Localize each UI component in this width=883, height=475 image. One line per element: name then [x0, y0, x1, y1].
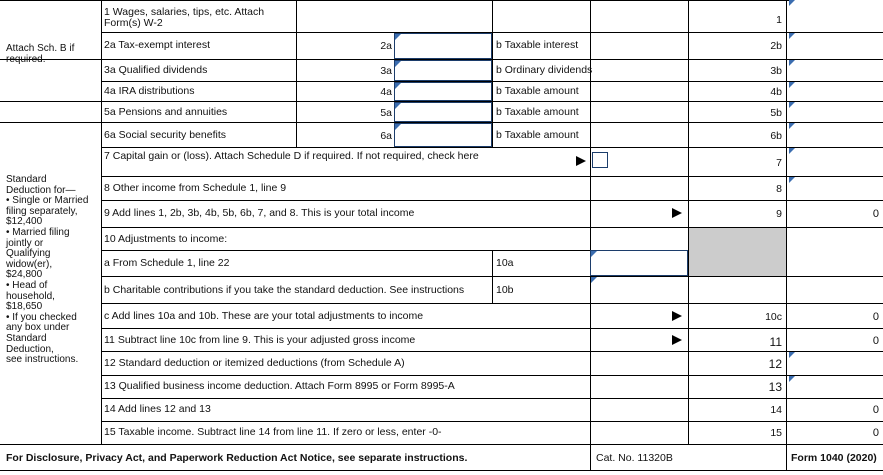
- line-10b-num: 10b: [496, 284, 514, 296]
- line-15-value: 0: [872, 427, 879, 439]
- line-2b-label: b Taxable interest: [496, 39, 579, 51]
- line-14-label: 14 Add lines 12 and 13: [104, 403, 211, 415]
- line-2b-input[interactable]: [789, 33, 883, 59]
- line-9-value: 0: [872, 208, 879, 220]
- line-6a-input[interactable]: [394, 123, 492, 147]
- rule: [0, 470, 883, 471]
- standard-deduction-line: Deduction,: [6, 343, 54, 355]
- standard-deduction-line: • Married filing: [6, 226, 70, 238]
- line-14-num: 14: [770, 404, 782, 416]
- line-10a-input[interactable]: [590, 250, 688, 276]
- line-11-label: 11 Subtract line 10c from line 9. This is your adjusted gross income: [104, 334, 416, 346]
- line-5b-input[interactable]: [789, 102, 883, 122]
- rule: [101, 176, 883, 177]
- attach-sch-b-note: Attach Sch. B if required.: [6, 43, 75, 65]
- standard-deduction-line: see instructions.: [6, 354, 79, 366]
- line-4b-num: 4b: [770, 86, 782, 98]
- line-5b-num: 5b: [770, 107, 782, 119]
- rule: [296, 32, 297, 147]
- rule: [101, 421, 883, 422]
- footer-form-id: Form 1040 (2020): [791, 452, 877, 464]
- standard-deduction-line: $18,650: [6, 301, 43, 313]
- standard-deduction-line: any box under: [6, 322, 70, 334]
- line-7-label: 7 Capital gain or (loss). Attach Schedule D if required. If not required, check here: [104, 150, 479, 162]
- line-3a-label: 3a Qualified dividends: [104, 64, 208, 76]
- line-11-num: 11: [769, 335, 782, 349]
- line-3b-num: 3b: [770, 65, 782, 77]
- rule: [101, 303, 883, 304]
- line-1-num: 1: [776, 14, 782, 26]
- line-1-amount-input[interactable]: [789, 0, 883, 32]
- line-14-value: 0: [872, 404, 879, 416]
- line-13-input[interactable]: [789, 376, 883, 398]
- rule: [0, 444, 883, 445]
- standard-deduction-line: • If you checked: [6, 311, 77, 323]
- standard-deduction-line: Qualifying: [6, 248, 51, 260]
- line-9-num: 9: [776, 208, 782, 220]
- standard-deduction-line: jointly or: [6, 237, 44, 249]
- line-9-label: 9 Add lines 1, 2b, 3b, 4b, 5b, 6b, 7, and 8. This is your total income: [104, 207, 415, 219]
- line-3a-input[interactable]: [394, 60, 492, 81]
- rule: [101, 147, 883, 148]
- rule: [492, 0, 493, 147]
- rule: [101, 351, 883, 352]
- rule: [786, 444, 787, 470]
- line-4a-input[interactable]: [394, 82, 492, 101]
- footer-cat-no: Cat. No. 11320B: [596, 452, 673, 464]
- rule: [101, 200, 883, 201]
- line-4a-num: 4a: [380, 86, 392, 98]
- line-10c-num: 10c: [765, 311, 782, 323]
- line-2a-input[interactable]: [394, 33, 492, 59]
- line-7-input[interactable]: [789, 148, 883, 176]
- line-1-label: 1 Wages, salaries, tips, etc. Attach Form(s) W-2: [104, 6, 265, 29]
- rule: [786, 0, 787, 444]
- line-13-num: 13: [768, 380, 782, 394]
- line-12-num: 12: [768, 357, 782, 371]
- line-13-label: 13 Qualified business income deduction. Attach Form 8995 or Form 8995-A: [104, 380, 455, 392]
- standard-deduction-note: [6, 175, 100, 366]
- line-6b-num: 6b: [770, 130, 782, 142]
- line-10c-label: c Add lines 10a and 10b. These are your total adjustments to income: [104, 310, 424, 322]
- line-10b-input[interactable]: [591, 277, 688, 303]
- standard-deduction-line: Deduction for—: [6, 184, 76, 196]
- line-7-num: 7: [776, 157, 782, 169]
- line-5a-label: 5a Pensions and annuities: [104, 106, 228, 118]
- disabled-shaded-cell: [689, 228, 786, 276]
- line-2a-label: 2a Tax-exempt interest: [104, 39, 211, 51]
- line-6a-num: 6a: [380, 130, 392, 142]
- line-7-checkbox[interactable]: [592, 152, 608, 168]
- rule: [0, 0, 883, 1]
- line-4b-label: b Taxable amount: [496, 85, 579, 97]
- line-3b-label: b Ordinary dividends: [496, 64, 593, 76]
- line-12-label: 12 Standard deduction or itemized deductions (from Schedule A): [104, 357, 405, 369]
- standard-deduction-line: Standard: [6, 174, 47, 185]
- line-10a-label: a From Schedule 1, line 22: [104, 257, 230, 269]
- line-4b-input[interactable]: [789, 82, 883, 101]
- line-4a-label: 4a IRA distributions: [104, 85, 195, 97]
- arrow-right-icon: [576, 156, 586, 166]
- line-11-value: 0: [872, 335, 879, 347]
- line-5a-input[interactable]: [394, 102, 492, 122]
- line-10b-label: b Charitable contributions if you take the standard deduction. See instructions: [104, 284, 465, 296]
- standard-deduction-line: Standard: [6, 332, 47, 344]
- footer-notice: For Disclosure, Privacy Act, and Paperwork Reduction Act Notice, see separate instructions.: [6, 452, 468, 464]
- line-8-input[interactable]: [789, 177, 883, 200]
- rule: [492, 250, 493, 303]
- line-10-label: 10 Adjustments to income:: [104, 233, 228, 245]
- arrow-right-icon: [672, 208, 682, 218]
- standard-deduction-line: filing separately,: [6, 205, 78, 217]
- line-10a-num: 10a: [496, 257, 514, 269]
- rule: [590, 444, 591, 470]
- line-6b-input[interactable]: [789, 123, 883, 147]
- line-2b-num: 2b: [770, 40, 782, 52]
- rule: [101, 328, 883, 329]
- line-3a-num: 3a: [380, 65, 392, 77]
- line-15-num: 15: [770, 427, 782, 439]
- arrow-right-icon: [672, 335, 682, 345]
- line-3b-input[interactable]: [789, 60, 883, 81]
- line-6b-label: b Taxable amount: [496, 129, 579, 141]
- rule: [101, 375, 883, 376]
- line-6a-label: 6a Social security benefits: [104, 129, 226, 141]
- line-8-num: 8: [776, 183, 782, 195]
- rule: [296, 0, 297, 32]
- line-10c-value: 0: [872, 311, 879, 323]
- standard-deduction-line: • Single or Married: [6, 195, 89, 207]
- rule: [688, 0, 689, 444]
- line-15-label: 15 Taxable income. Subtract line 14 from line 11. If zero or less, enter -0-: [104, 426, 442, 438]
- line-2a-num: 2a: [380, 40, 392, 52]
- rule: [101, 398, 883, 399]
- rule: [101, 0, 102, 444]
- line-5a-num: 5a: [380, 107, 392, 119]
- standard-deduction-line: $12,400: [6, 216, 43, 228]
- arrow-right-icon: [672, 311, 682, 321]
- standard-deduction-line: household,: [6, 290, 55, 302]
- standard-deduction-line: $24,800: [6, 269, 43, 281]
- standard-deduction-line: • Head of: [6, 279, 48, 291]
- line-12-input[interactable]: [789, 352, 883, 375]
- line-5b-label: b Taxable amount: [496, 106, 579, 118]
- standard-deduction-line: widow(er),: [6, 258, 53, 270]
- line-8-label: 8 Other income from Schedule 1, line 9: [104, 182, 287, 194]
